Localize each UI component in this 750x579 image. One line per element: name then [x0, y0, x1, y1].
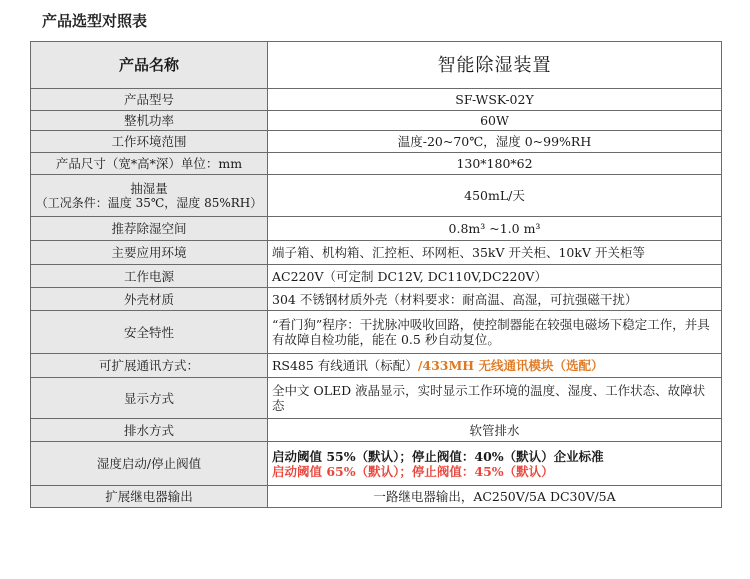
row-value: AC220V（可定制 DC12V, DC110V,DC220V）	[268, 265, 722, 288]
row-label-sub: （工况条件：温度 35℃，湿度 85%RH）	[35, 195, 263, 210]
row-value: 0.8m³ ~1.0 m³	[268, 217, 722, 241]
threshold-standard: 启动阈值 55%（默认）；停止阀值：40%（默认）企业标准	[272, 448, 604, 464]
table-row	[31, 217, 722, 241]
row-label	[31, 175, 268, 217]
table-row	[31, 419, 722, 442]
row-label: 主要应用环境	[31, 241, 268, 265]
comm-standard: RS485 有线通讯（标配）	[272, 358, 418, 373]
row-label: 扩展继电器输出	[31, 486, 268, 508]
row-value: 温度-20~70℃，湿度 0~99%RH	[268, 131, 722, 153]
table-row	[31, 89, 722, 111]
row-label: 外壳材质	[31, 288, 268, 311]
row-label: 工作电源	[31, 265, 268, 288]
table-row	[31, 288, 722, 311]
row-value: 端子箱、机构箱、汇控柜、环网柜、35kV 开关柜、10kV 开关柜等	[268, 241, 722, 265]
product-spec-table	[30, 41, 722, 508]
table-row	[31, 486, 722, 508]
row-value: 450mL/天	[268, 175, 722, 217]
row-label: 安全特性	[31, 311, 268, 354]
row-label: 工作环境范围	[31, 131, 268, 153]
table-row	[31, 175, 722, 217]
row-label: 排水方式	[31, 419, 268, 442]
table-row	[31, 153, 722, 175]
row-value: 软管排水	[268, 419, 722, 442]
table-row	[31, 354, 722, 378]
table-row	[31, 311, 722, 354]
row-label: 产品尺寸（宽*高*深）单位：mm	[31, 153, 268, 175]
table-row	[31, 378, 722, 419]
header-label: 产品名称	[31, 42, 268, 89]
row-label: 可扩展通讯方式：	[31, 354, 268, 378]
row-value: 304 不锈钢材质外壳（材料要求：耐高温、高湿，可抗强磁干扰）	[268, 288, 722, 311]
table-row	[31, 265, 722, 288]
row-value: SF-WSK-02Y	[268, 89, 722, 111]
row-label-main: 抽湿量	[130, 180, 168, 196]
row-value: 全中文 OLED 液晶显示，实时显示工作环境的温度、湿度、工作状态、故障状态	[268, 378, 722, 419]
row-label: 推荐除湿空间	[31, 217, 268, 241]
table-header-row	[31, 42, 722, 89]
row-value: “看门狗”程序：干扰脉冲吸收回路，使控制器能在较强电磁场下稳定工作，并具有故障自检功能，能在 0.5 秒自动复位。	[268, 311, 722, 354]
row-label: 整机功率	[31, 111, 268, 131]
table-row	[31, 131, 722, 153]
row-value	[268, 354, 722, 378]
page-title: 产品选型对照表	[42, 12, 148, 30]
table-row	[31, 442, 722, 486]
row-value: 130*180*62	[268, 153, 722, 175]
header-value: 智能除湿装置	[268, 42, 722, 89]
table-row	[31, 111, 722, 131]
row-label: 显示方式	[31, 378, 268, 419]
table-row	[31, 241, 722, 265]
row-value: 60W	[268, 111, 722, 131]
row-value: 一路继电器输出，AC250V/5A DC30V/5A	[268, 486, 722, 508]
row-label: 湿度启动/停止阀值	[31, 442, 268, 486]
threshold-alt: 启动阈值 65%（默认）；停止阀值：45%（默认）	[272, 463, 554, 479]
row-label: 产品型号	[31, 89, 268, 111]
row-value	[268, 442, 722, 486]
comm-optional: /433MH 无线通讯模块（选配）	[417, 358, 604, 373]
